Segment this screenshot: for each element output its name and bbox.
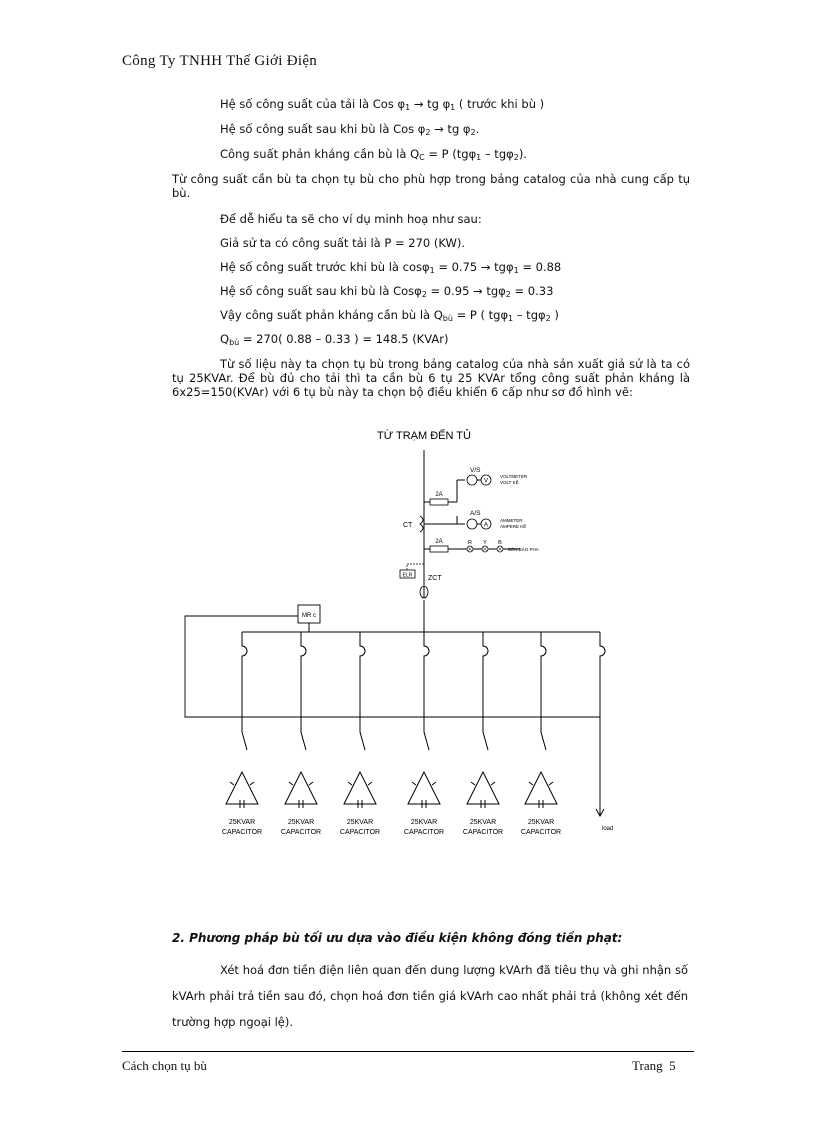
intro-line-2: Hệ số công suất sau khi bù là Cos $\varphi_2$ → tg $\varphi_2$.: [220, 122, 480, 137]
capacitor-branch: [285, 632, 317, 808]
capacitor-bank: [226, 632, 557, 808]
capacitor-branch: [408, 632, 440, 808]
section-heading: 2. Phương pháp bù tối ưu dựa vào điều kiện không đóng tiền phạt:: [172, 931, 623, 945]
capacitor-branch: [226, 632, 258, 808]
svg-text:ĐÈN BÁO PHA: ĐÈN BÁO PHA: [508, 547, 539, 552]
svg-text:Y: Y: [483, 540, 487, 546]
intro-line-1: Hệ số công suất của tải là Cos $\varphi_1$ → tg $\varphi_1$ ( trước khi bù ): [220, 97, 545, 112]
svg-text:R: R: [468, 540, 472, 546]
svg-text:2A: 2A: [435, 539, 443, 545]
intro-line-3: Công suất phản kháng cần bù là $Q_C = P$ (tgφ$_1$ – tgφ$_2$).: [220, 147, 527, 162]
footer-title: Cách chọn tụ bù: [122, 1058, 207, 1073]
capacitor-label-type: CAPACITOR: [280, 829, 322, 836]
capacitor-label-rating: 25KVAR: [287, 819, 315, 826]
capacitor-label-type: CAPACITOR: [403, 829, 445, 836]
capacitor-label-rating: 25KVAR: [527, 819, 555, 826]
company-header: Công Ty TNHH Thế Giới Điện: [122, 53, 318, 69]
capacitor-bank-diagram: [170, 420, 670, 850]
svg-text:B: B: [498, 540, 502, 546]
capacitor-label-rating: 25KVAR: [228, 819, 256, 826]
capacitor-branch: [344, 632, 376, 808]
example-line-6: $Q_{bù} = 270$( 0.88 – 0.33 ) = 148.5 (KVAr): [220, 332, 449, 347]
svg-text:A/S: A/S: [470, 510, 481, 517]
svg-text:load: load: [602, 826, 614, 832]
svg-text:AMMETER: AMMETER: [500, 518, 523, 523]
example-paragraph: Từ số liệu này ta chọn tụ bù trong bảng catalog của nhà sản xuất giả sử là ta có tụ 25KVAr. Để bù đủ cho tải thì ta cần bù 6 tụ 25 KVAr tổng công suất phản kháng là 6x25=150(KVAr) với 6 tụ bù này ta chọn bộ điều khiển 6 cấp như sơ đồ hình vẽ:: [172, 357, 690, 399]
svg-text:CT: CT: [403, 522, 413, 529]
capacitor-label-type: CAPACITOR: [520, 829, 562, 836]
example-line-3: Hệ số công suất trước khi bù là cosφ$_1$ = 0.75 → tgφ$_1$ = 0.88: [220, 260, 562, 275]
svg-text:A: A: [483, 522, 489, 529]
capacitor-branch: [467, 632, 499, 808]
svg-text:VOLT KẾ: VOLT KẾ: [500, 480, 519, 485]
capacitor-label-rating: 25KVAR: [346, 819, 374, 826]
example-line-1: Để dễ hiểu ta sẽ cho ví dụ minh hoạ như sau:: [220, 212, 482, 226]
svg-text:MR c: MR c: [302, 613, 316, 619]
svg-text:V/S: V/S: [470, 467, 481, 474]
svg-text:2A: 2A: [435, 492, 443, 498]
capacitor-label-type: CAPACITOR: [462, 829, 504, 836]
capacitor-label-type: CAPACITOR: [221, 829, 263, 836]
page-number: Trang 5: [632, 1058, 676, 1073]
capacitor-label-rating: 25KVAR: [469, 819, 497, 826]
example-line-4: Hệ số công suất sau khi bù là Cosφ$_2$ = 0.95 → tgφ$_2$ = 0.33: [220, 284, 554, 299]
section-paragraph: Xét hoá đơn tiền điện liên quan đến dung lượng kVArh đã tiêu thụ và ghi nhận số kVArh phải trả tiền sau đó, chọn hoá đơn tiền giá kVArh cao nhất phải trả (không xét đến trường hợp ngoại lệ).: [172, 963, 688, 1029]
svg-text:V: V: [483, 478, 489, 485]
svg-text:AMPERE KẾ: AMPERE KẾ: [500, 524, 527, 529]
intro-paragraph: Từ công suất cần bù ta chọn tụ bù cho phù hợp trong bảng catalog của nhà cung cấp tụ bù.: [172, 172, 690, 200]
diagram-title: TỪ TRẠM ĐẾN TỦ: [377, 430, 471, 442]
svg-text:VOLTMETER: VOLTMETER: [500, 474, 528, 479]
capacitor-label-type: CAPACITOR: [339, 829, 381, 836]
svg-text:ELR: ELR: [402, 572, 413, 579]
svg-text:ZCT: ZCT: [428, 575, 442, 582]
capacitor-branch: [525, 632, 557, 808]
footer-rule: [122, 1051, 694, 1052]
capacitor-label-rating: 25KVAR: [410, 819, 438, 826]
example-line-2: Giả sử ta có công suất tải là P = 270 (KW).: [220, 236, 465, 250]
example-line-5: Vậy công suất phản kháng cần bù là $Q_{bù} = P$ ( tgφ$_1$ – tgφ$_2$ ): [220, 308, 559, 323]
